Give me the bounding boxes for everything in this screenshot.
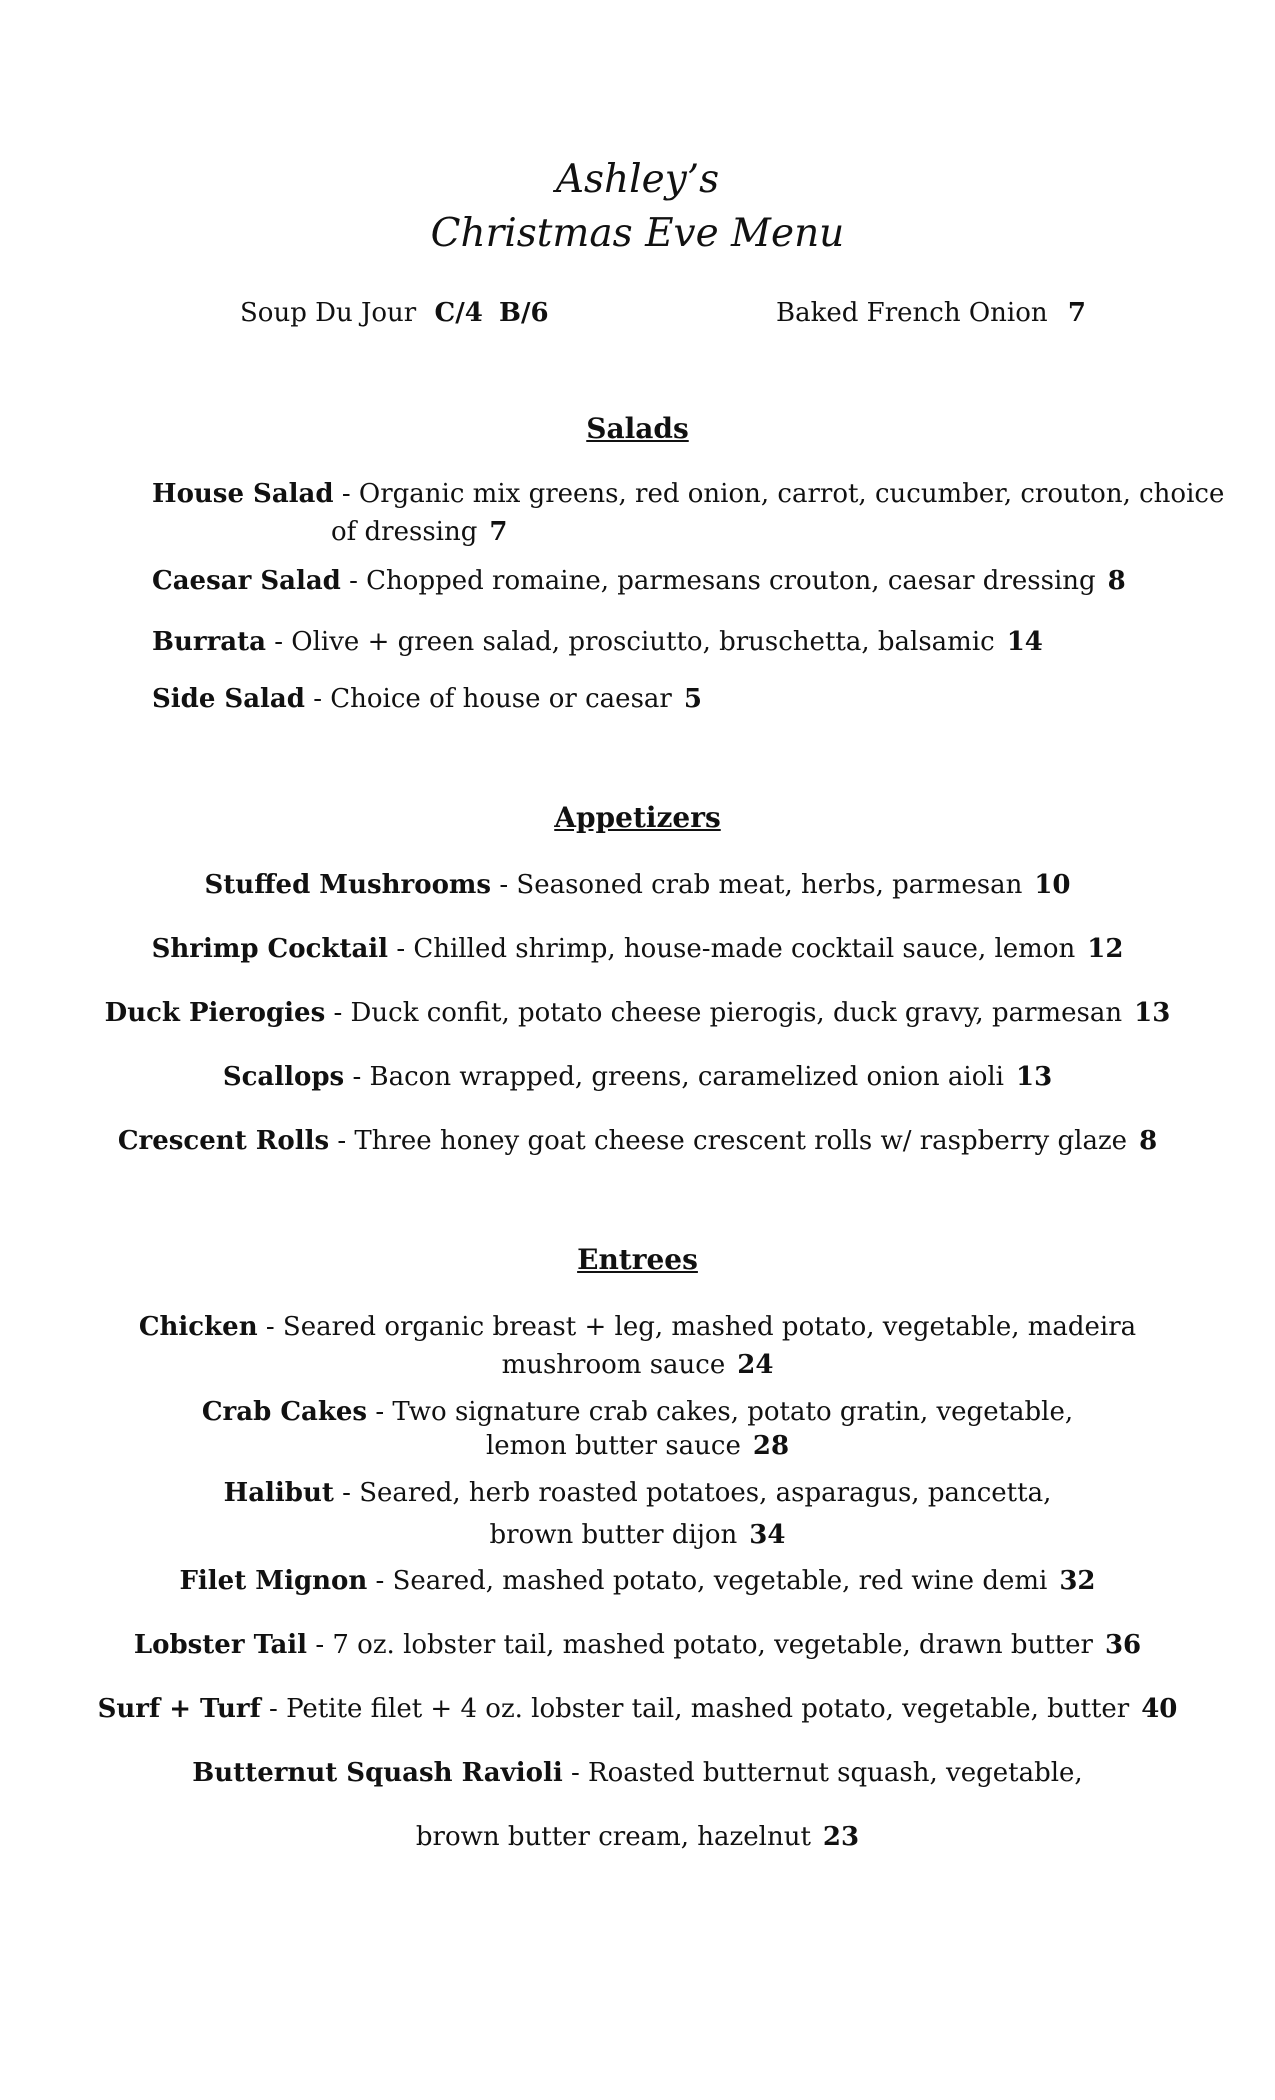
menu-item-halibut-continued: [0, 1518, 1275, 1552]
item-price: 12: [1087, 934, 1124, 964]
item-description: - Chopped romaine, parmesans crouton, caesar dressing: [340, 566, 1096, 596]
item-description: - Roasted butternut squash, vegetable,: [562, 1758, 1083, 1788]
menu-item-chicken-continued: [0, 1348, 1275, 1382]
item-name: Lobster Tail: [133, 1630, 308, 1660]
entrees-heading: Entrees: [577, 1243, 698, 1276]
item-description: - 7 oz. lobster tail, mashed potato, vegetable, drawn butter: [307, 1630, 1093, 1660]
menu-item-butternut-squash-ravioli-continued: [0, 1820, 1275, 1854]
item-price: 28: [752, 1431, 790, 1461]
item-description: - Two signature crab cakes, potato gratin, vegetable,: [367, 1397, 1074, 1427]
menu-item-house-salad-continued: [331, 515, 507, 549]
item-price: 8: [1107, 566, 1126, 596]
item-price: 8: [1139, 1126, 1158, 1156]
item-description: - Duck confit, potato cheese pierogis, duck gravy, parmesan: [325, 998, 1123, 1028]
menu-item-stuffed-mushrooms: [0, 868, 1275, 902]
item-description: - Seared, mashed potato, vegetable, red wine demi: [367, 1566, 1048, 1596]
item-name: Caesar Salad: [152, 566, 341, 596]
soup-du-jour-name: Soup Du Jour: [240, 298, 417, 328]
item-description-continued: brown butter cream, hazelnut: [415, 1822, 811, 1852]
item-description: - Seared, herb roasted potatoes, asparagus, pancetta,: [333, 1478, 1052, 1508]
menu-item-halibut: [0, 1476, 1275, 1510]
item-description: - Bacon wrapped, greens, caramelized onion aioli: [344, 1062, 1004, 1092]
menu-item-shrimp-cocktail: [0, 932, 1275, 966]
item-price: 5: [683, 684, 702, 714]
item-description: - Chilled shrimp, house-made cocktail sauce, lemon: [388, 934, 1076, 964]
menu-item-filet-mignon: [0, 1564, 1275, 1598]
menu-item-chicken: [0, 1310, 1275, 1344]
item-name: Stuffed Mushrooms: [204, 870, 492, 900]
item-price: 32: [1059, 1566, 1096, 1596]
menu-item-house-salad: [152, 477, 1224, 511]
menu-item-crab-cakes: [0, 1395, 1275, 1429]
menu-item-side-salad: [152, 682, 702, 716]
item-name: Filet Mignon: [179, 1566, 368, 1596]
soup-du-jour-cup-price: C/4: [434, 298, 483, 328]
item-price: 24: [737, 1350, 774, 1380]
menu-item-lobster-tail: [0, 1628, 1275, 1662]
item-name: House Salad: [152, 479, 334, 509]
menu-item-crab-cakes-continued: [0, 1429, 1275, 1463]
item-description-continued: brown butter dijon: [489, 1520, 738, 1550]
item-name: Crab Cakes: [201, 1397, 368, 1427]
item-description-continued: mushroom sauce: [501, 1350, 726, 1380]
baked-french-onion: [776, 296, 1086, 330]
soup-du-jour: [240, 296, 549, 330]
item-name: Crescent Rolls: [117, 1126, 330, 1156]
item-price: 13: [1015, 1062, 1053, 1092]
item-name: Chicken: [138, 1312, 258, 1342]
item-name: Butternut Squash Ravioli: [192, 1758, 563, 1788]
restaurant-name: Ashley’s: [555, 157, 720, 202]
menu-item-butternut-squash-ravioli: [0, 1756, 1275, 1790]
item-name: Scallops: [222, 1062, 345, 1092]
appetizers-heading: Appetizers: [554, 801, 721, 834]
soup-du-jour-bowl-price: B/6: [499, 298, 549, 328]
menu-item-burrata: [152, 625, 1043, 659]
item-price: 7: [489, 517, 508, 547]
item-name: Side Salad: [152, 684, 305, 714]
item-price: 23: [822, 1822, 860, 1852]
item-price: 14: [1006, 627, 1043, 657]
menu-item-crescent-rolls: [0, 1124, 1275, 1158]
menu-item-surf-and-turf: [0, 1692, 1275, 1726]
menu-item-duck-pierogies: [0, 996, 1275, 1030]
item-description: - Petite filet + 4 oz. lobster tail, mashed potato, vegetable, butter: [260, 1694, 1130, 1724]
item-name: Duck Pierogies: [104, 998, 326, 1028]
item-name: Halibut: [223, 1478, 334, 1508]
item-description-continued: lemon butter sauce: [485, 1431, 741, 1461]
item-description: - Choice of house or caesar: [304, 684, 672, 714]
item-price: 36: [1104, 1630, 1142, 1660]
item-name: Shrimp Cocktail: [151, 934, 389, 964]
item-description: - Olive + green salad, prosciutto, bruschetta, balsamic: [265, 627, 995, 657]
menu-item-scallops: [0, 1060, 1275, 1094]
salads-heading: Salads: [586, 412, 689, 445]
item-name: Surf + Turf: [97, 1694, 261, 1724]
item-description: - Seasoned crab meat, herbs, parmesan: [491, 870, 1023, 900]
item-price: 34: [749, 1520, 786, 1550]
item-description-continued: of dressing: [331, 517, 478, 547]
item-description: - Organic mix greens, red onion, carrot, cucumber, crouton, choice: [333, 479, 1225, 509]
item-name: Burrata: [152, 627, 266, 657]
menu-item-caesar-salad: [152, 564, 1126, 598]
item-description: - Seared organic breast + leg, mashed potato, vegetable, madeira: [257, 1312, 1137, 1342]
item-description: - Three honey goat cheese crescent rolls w/ raspberry glaze: [329, 1126, 1128, 1156]
baked-french-onion-price: 7: [1067, 298, 1086, 328]
baked-french-onion-name: Baked French Onion: [776, 298, 1048, 328]
item-price: 13: [1134, 998, 1171, 1028]
item-price: 10: [1034, 870, 1071, 900]
item-price: 40: [1141, 1694, 1178, 1724]
menu-title: Christmas Eve Menu: [430, 211, 845, 256]
